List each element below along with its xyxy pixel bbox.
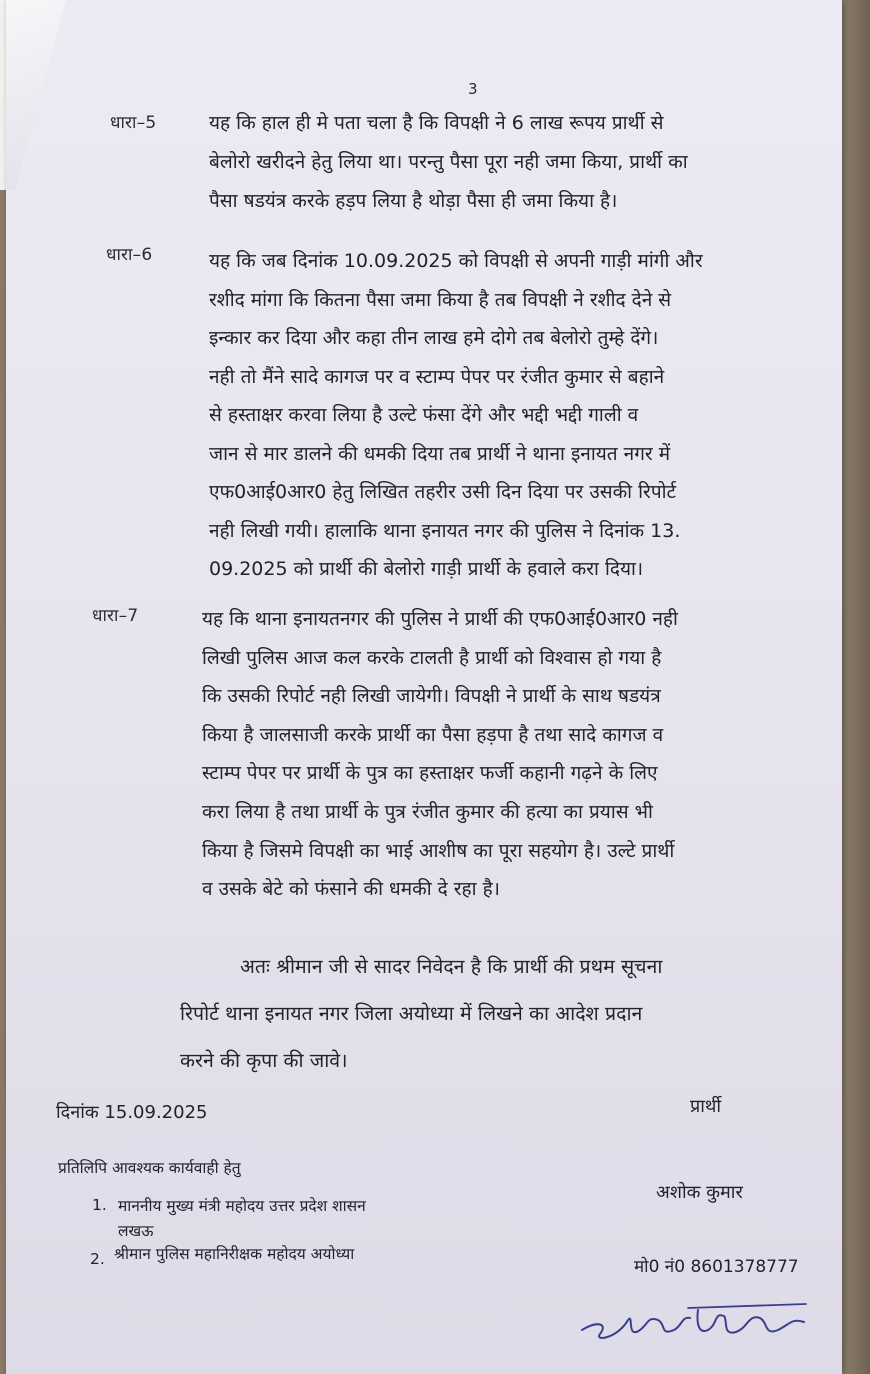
text-line: बेलोरो खरीदने हेतु लिया था। परन्तु पैसा पूरा नही जमा किया, प्रार्थी का (209, 151, 688, 173)
copy-item-text: माननीय मुख्य मंत्री महोदय उत्तर प्रदेश शासन (118, 1197, 366, 1215)
text-line: रशीद मांगा कि कितना पैसा जमा किया है तब विपक्षी ने रशीद देने से (209, 288, 672, 311)
text-line: करने की कृपा की जावे। (180, 1049, 348, 1072)
mobile-number: मो0 नं0 8601378777 (634, 1257, 799, 1277)
document-page (6, 0, 842, 1374)
section-6-text (209, 242, 703, 589)
text-line: जान से मार डालने की धमकी दिया तब प्रार्थी ने थाना इनायत नगर में (209, 442, 671, 465)
section-7-text (202, 600, 678, 909)
signature-stroke (688, 1304, 806, 1308)
applicant-name: अशोक कुमार (656, 1182, 743, 1203)
text-line: यह कि थाना इनायतनगर की पुलिस ने प्रार्थी की एफ0आई0आर0 नही (202, 608, 678, 630)
text-line: नही तो मैंने सादे कागज पर व स्टाम्प पेपर पर रंजीत कुमार से बहाने (209, 365, 665, 388)
text-line: किया है जालसाजी करके प्रार्थी का पैसा हड़पा है तथा सादे कागज व (202, 723, 664, 746)
copy-item-text-continued: लखऊ (118, 1222, 154, 1240)
signature (578, 1290, 818, 1350)
text-line: एफ0आई0आर0 हेतु लिखित तहरीर उसी दिन दिया पर उसकी रिपोर्ट (209, 481, 677, 503)
text-line: यह कि हाल ही मे पता चला है कि विपक्षी ने 6 लाख रूपय प्रार्थी से (209, 112, 664, 134)
copy-item-text: श्रीमान पुलिस महानिरीक्षक महोदय अयोध्या (114, 1245, 355, 1263)
text-line: इन्कार कर दिया और कहा तीन लाख हमे दोगे तब बेलोरो तुम्हे देंगे। (209, 327, 659, 349)
section-5-text (209, 104, 769, 221)
text-line: पैसा षडयंत्र करके हड़प लिया है थोड़ा पैसा ही जमा किया है। (209, 190, 618, 212)
text-line: स्टाम्प पेपर पर प्रार्थी के पुत्र का हस्ताक्षर फर्जी कहानी गढ़ने के लिए (202, 762, 658, 785)
text-line: यह कि जब दिनांक 10.09.2025 को विपक्षी से अपनी गाड़ी मांगी और (209, 250, 703, 272)
text-line: रिपोर्ट थाना इनायत नगर जिला अयोध्या में लिखने का आदेश प्रदान (180, 1002, 643, 1025)
text-line: नही लिखी गयी। हालाकि थाना इनायत नगर की पुलिस ने दिनांक 13. (209, 519, 681, 542)
page-fold (6, 0, 66, 190)
section-label-7: धारा–7 (92, 606, 139, 626)
signature-stroke (582, 1310, 804, 1338)
text-line: किया है जिसमे विपक्षी का भाई आशीष का पूरा सहयोग है। उल्टे प्रार्थी (202, 839, 675, 862)
section-label-5: धारा–5 (110, 113, 157, 133)
applicant-label: प्रार्थी (690, 1096, 722, 1117)
page-number: 3 (468, 80, 478, 98)
date-line: दिनांक 15.09.2025 (56, 1102, 208, 1123)
copy-item-number: 1. (92, 1196, 107, 1214)
text-line: करा लिया है तथा प्रार्थी के पुत्र रंजीत कुमार की हत्या का प्रयास भी (202, 800, 653, 823)
text-line: अतः श्रीमान जी से सादर निवेदन है कि प्रार्थी की प्रथम सूचना (240, 955, 663, 978)
text-line: लिखी पुलिस आज कल करके टालती है प्रार्थी को विश्वास हो गया है (202, 646, 662, 669)
text-line: से हस्ताक्षर करवा लिया है उल्टे फंसा देंगे और भद्दी भद्दी गाली व (209, 404, 639, 426)
text-line: व उसके बेटे को फंसाने की धमकी दे रहा है। (202, 878, 500, 901)
copy-item-number: 2. (90, 1250, 105, 1268)
copy-heading: प्रतिलिपि आवश्यक कार्यवाही हेतु (58, 1159, 241, 1177)
section-label-6: धारा–6 (106, 245, 153, 265)
request-paragraph (180, 943, 662, 1084)
text-line: कि उसकी रिपोर्ट नही लिखी जायेगी। विपक्षी ने प्रार्थी के साथ षडयंत्र (202, 685, 661, 708)
text-line: 09.2025 को प्रार्थी की बेलोरो गाड़ी प्रार्थी के हवाले करा दिया। (209, 558, 644, 580)
